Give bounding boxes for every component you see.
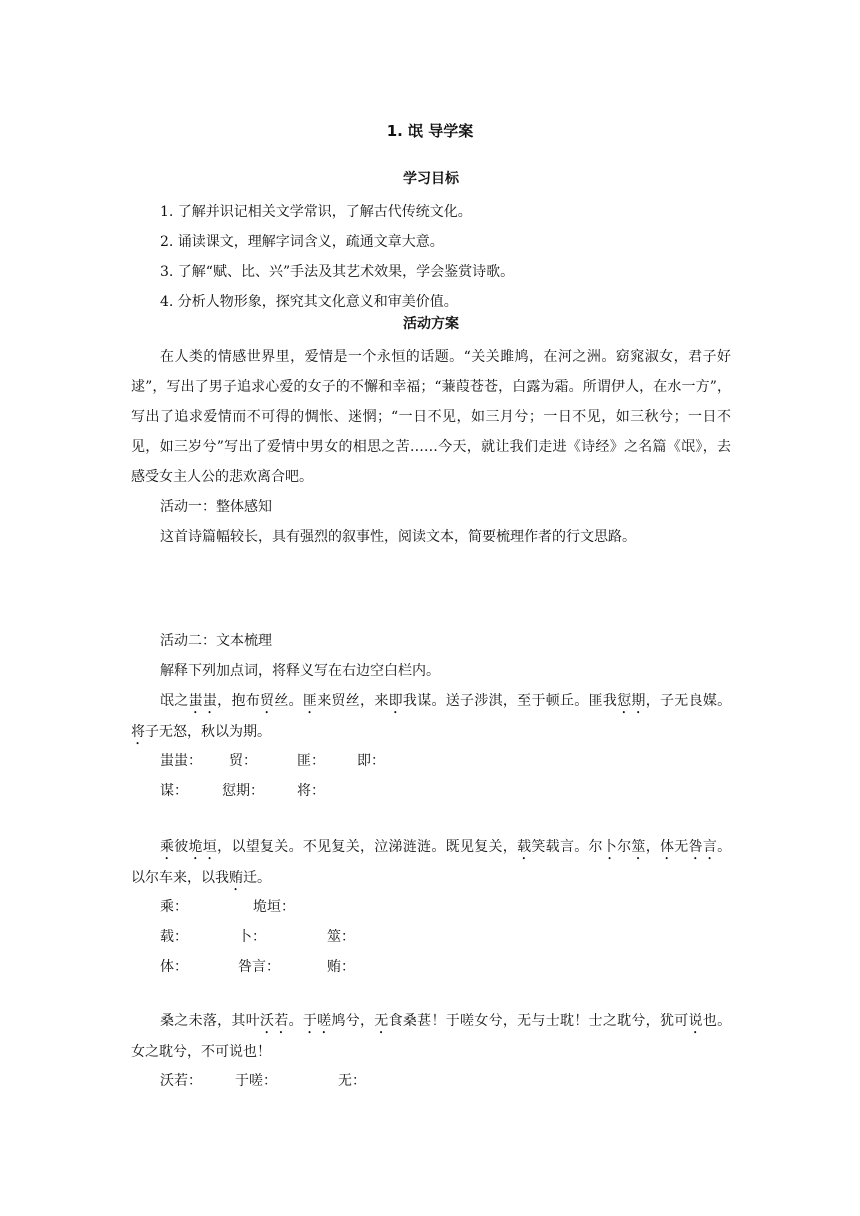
dotted-word: 匪 — [302, 693, 318, 709]
document-title: 1. 氓 导学案 — [386, 122, 474, 140]
answer-term: 愆期： — [222, 783, 264, 799]
dotted-word: 咎言 — [688, 839, 718, 855]
dotted-word: 即 — [388, 693, 403, 709]
goals-list — [131, 197, 731, 317]
answer-term: 垝垣： — [253, 899, 295, 915]
dotted-word: 沃若 — [259, 1013, 289, 1029]
answer-row — [131, 922, 731, 952]
answer-row — [131, 952, 731, 982]
answer-term: 蚩蚩： — [160, 753, 202, 769]
dotted-word: 卜 — [602, 839, 618, 855]
plan-heading: 活动方案 — [403, 316, 459, 332]
answer-term: 咎言： — [238, 959, 280, 975]
activity2 — [131, 626, 731, 686]
answer-term: 无： — [338, 1073, 366, 1089]
stanza-1-answers — [131, 746, 731, 806]
activity1 — [131, 492, 731, 552]
stanza-3-answers — [131, 1066, 731, 1096]
dotted-word: 蚩蚩 — [188, 693, 218, 709]
answer-term: 匪： — [297, 753, 325, 769]
goal-item: 3. 了解“赋、比、兴”手法及其艺术效果，学会鉴赏诗歌。 — [160, 264, 515, 280]
answer-row — [131, 892, 731, 922]
dotted-word: 说 — [688, 1013, 703, 1029]
answer-term: 谋： — [160, 783, 188, 799]
dotted-word: 体 — [660, 839, 675, 855]
dotted-word: 无 — [374, 1013, 389, 1029]
plan-intro: 在人类的情感世界里，爱情是一个永恒的话题。“关关雎鸠，在河之洲。窈窕淑女，君子好逑”，写出了男子追求心爱的女子的不懈和幸福；“蒹葭苍苍，白露为霜。所谓伊人，在水一方”，写出了追求爱情而不可得的惆怅、迷惘；“一日不见，如三月兮；一日不见，如三秋兮；一日不见，如三岁兮”写出了爱情中男女的相思之苦……今天，就让我们走进《诗经》之名篇《氓》，去感受女主人公的悲欢离合吧。 — [131, 349, 731, 485]
dotted-word: 贸 — [260, 693, 275, 709]
answer-term: 即： — [357, 753, 385, 769]
activity1-text: 这首诗篇幅较长，具有强烈的叙事性，阅读文本，简要梳理作者的行文思路。 — [160, 529, 636, 545]
answer-row — [131, 1066, 731, 1096]
stanza-2-text: 乘彼垝垣，以望复关。不见复关，泣涕涟涟。既见复关，载笑载言。尔卜尔筮，体无咎言。以尔车来，以我贿迁。 — [131, 839, 732, 886]
answer-term: 于嗟： — [235, 1073, 277, 1089]
dotted-word: 乘 — [160, 839, 175, 855]
dotted-word: 于嗟 — [302, 1013, 332, 1029]
answer-term: 载： — [160, 929, 188, 945]
dotted-word: 垝垣 — [188, 839, 218, 855]
goal-item: 4. 分析人物形象，探究其文化意义和审美价值。 — [160, 294, 458, 310]
dotted-word: 愆期 — [617, 693, 646, 709]
answer-term: 乘： — [160, 899, 188, 915]
dotted-word: 贿 — [229, 870, 243, 886]
answer-term: 将： — [297, 783, 325, 799]
answer-term: 体： — [160, 959, 188, 975]
dotted-word: 载 — [517, 839, 532, 855]
activity1-label: 活动一：整体感知 — [160, 499, 272, 515]
stanza-1-text: 氓之蚩蚩，抱布贸丝。匪来贸丝，来即我谋。送子涉淇，至于顿丘。匪我愆期，子无良媒。将子无怒，秋以为期。 — [131, 693, 732, 740]
dotted-word: 将 — [131, 724, 145, 740]
answer-term: 筮： — [327, 929, 355, 945]
answer-term: 贸： — [229, 753, 257, 769]
goals-heading: 学习目标 — [403, 171, 459, 187]
answer-row — [131, 746, 731, 776]
answer-row — [131, 776, 731, 806]
stanza-3-text: 桑之未落，其叶沃若。于嗟鸠兮，无食桑葚！于嗟女兮，无与士耽！士之耽兮，犹可说也。女之耽兮，不可说也！ — [131, 1013, 732, 1060]
activity2-label: 活动二：文本梳理 — [160, 633, 272, 649]
goal-item: 1. 了解并识记相关文学常识，了解古代传统文化。 — [160, 204, 472, 220]
answer-term: 卜： — [238, 929, 266, 945]
answer-term: 贿： — [327, 959, 355, 975]
activity2-instruction: 解释下列加点词，将释义写在右边空白栏内。 — [160, 663, 440, 679]
dotted-word: 筮 — [631, 839, 646, 855]
stanza-2-answers — [131, 892, 731, 982]
answer-term: 沃若： — [160, 1073, 202, 1089]
goal-item: 2. 诵读课文，理解字词含义，疏通文章大意。 — [160, 234, 444, 250]
